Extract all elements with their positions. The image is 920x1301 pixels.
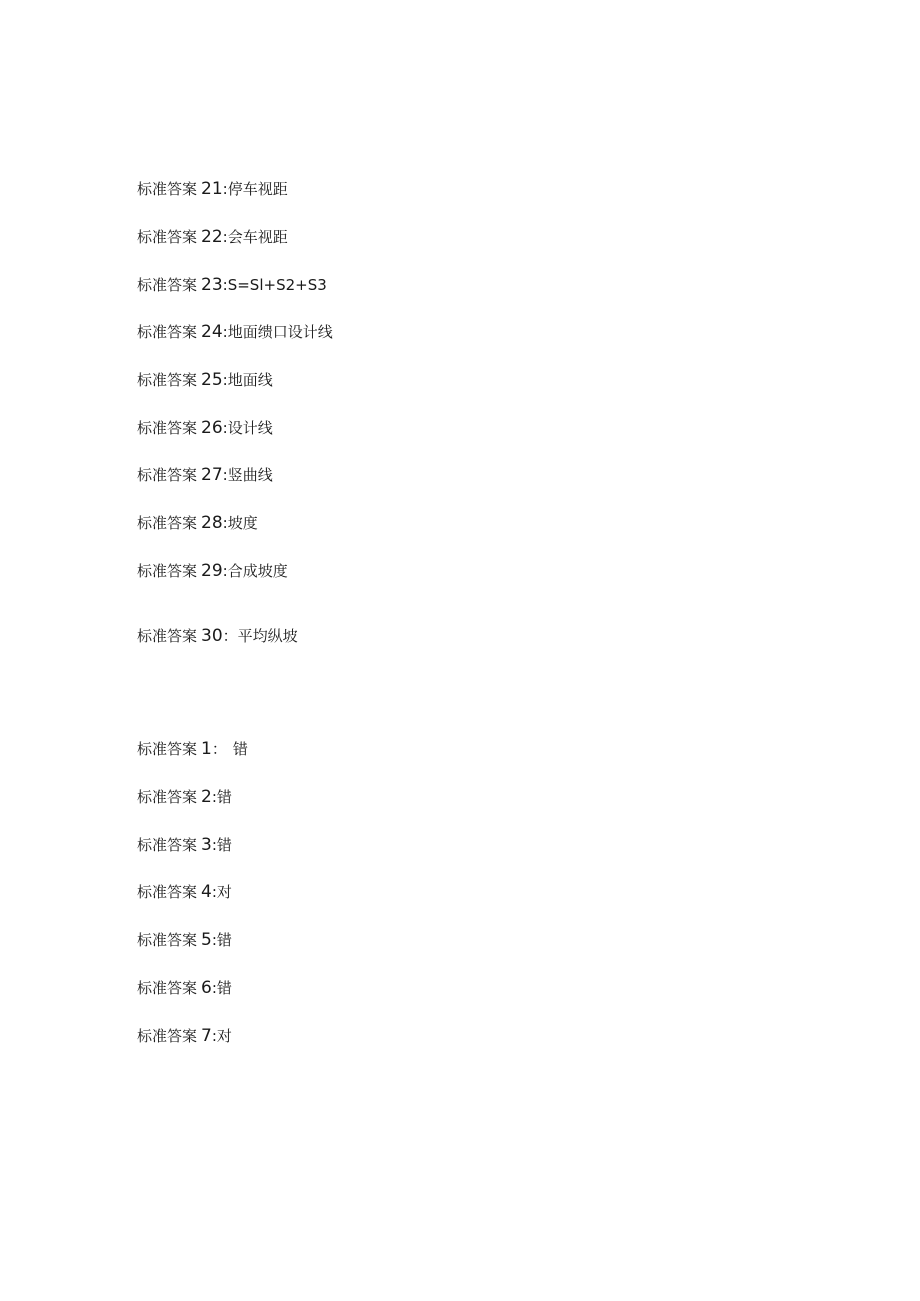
answer-line-23 (137, 275, 327, 295)
answer-line-28 (137, 513, 258, 533)
answer-separator: : (222, 562, 228, 580)
answer-number: 24 (201, 322, 223, 342)
answer-label: 标准答案 (137, 466, 198, 484)
answer-label: 标准答案 (137, 883, 198, 901)
answer-label: 标准答案 (137, 627, 198, 645)
answer-number: 25 (201, 370, 223, 390)
answer-label: 标准答案 (137, 740, 198, 758)
answer-value: 地面线 (227, 371, 273, 389)
answer-line-1 (137, 739, 248, 759)
answer-label: 标准答案 (137, 1027, 198, 1045)
answer-line-4 (137, 882, 232, 902)
answer-label: 标准答案 (137, 371, 198, 389)
answer-value: 平均纵坡 (237, 627, 298, 645)
answer-number: 21 (201, 179, 223, 199)
answer-number: 28 (201, 513, 223, 533)
answer-number: 30 (201, 626, 223, 646)
answer-label: 标准答案 (137, 419, 198, 437)
answer-separator: : (211, 883, 217, 901)
answer-label: 标准答案 (137, 228, 198, 246)
answer-number: 7 (201, 1026, 212, 1046)
answer-label: 标准答案 (137, 562, 198, 580)
answer-separator: : (222, 228, 228, 246)
answer-label: 标准答案 (137, 323, 198, 341)
answer-label: 标准答案 (137, 180, 198, 198)
answer-label: 标准答案 (137, 836, 198, 854)
answer-label: 标准答案 (137, 788, 198, 806)
answer-value: 竖曲线 (227, 466, 273, 484)
answer-number: 29 (201, 561, 223, 581)
answer-number: 3 (201, 835, 212, 855)
answer-label: 标准答案 (137, 979, 198, 997)
answer-label: 标准答案 (137, 931, 198, 949)
answer-separator: : (222, 466, 228, 484)
answer-value: 错 (216, 836, 232, 854)
answer-value: 对 (216, 883, 232, 901)
answer-value: 对 (216, 1027, 232, 1045)
answer-value: 错 (216, 979, 232, 997)
answer-separator: : (211, 931, 217, 949)
answer-value: S=Sl+S2+S3 (227, 276, 327, 294)
answer-number: 6 (201, 978, 212, 998)
answer-value: 地面缋口设计线 (227, 323, 333, 341)
answer-line-3 (137, 835, 232, 855)
answer-label: 标准答案 (137, 514, 198, 532)
answer-separator: : (222, 371, 228, 389)
answer-separator: : (211, 979, 217, 997)
answer-value: 停车视距 (227, 180, 288, 198)
answer-number: 5 (201, 930, 212, 950)
answer-number: 27 (201, 465, 223, 485)
answer-separator: : (222, 323, 228, 341)
answer-number: 4 (201, 882, 212, 902)
answer-separator: : (211, 788, 217, 806)
answer-number: 2 (201, 787, 212, 807)
answer-line-25 (137, 370, 273, 390)
answer-line-24 (137, 322, 333, 342)
answer-number: 26 (201, 418, 223, 438)
answer-line-27 (137, 465, 273, 485)
answer-separator: : (222, 419, 228, 437)
answer-line-26 (137, 418, 273, 438)
answer-value: 会车视距 (227, 228, 288, 246)
answer-line-21 (137, 179, 288, 199)
answer-value: 错 (216, 788, 232, 806)
answer-value: 错 (232, 740, 248, 758)
answer-separator: ： (211, 740, 227, 758)
answer-separator: : (222, 180, 228, 198)
answer-separator: : (211, 836, 217, 854)
answer-separator: : (211, 1027, 217, 1045)
answer-value: 合成坡度 (227, 562, 288, 580)
answer-separator: : (222, 514, 228, 532)
answer-value: 错 (216, 931, 232, 949)
answer-line-6 (137, 978, 232, 998)
answer-line-29 (137, 561, 288, 581)
answer-separator: : (222, 276, 228, 294)
answer-number: 1 (201, 739, 212, 759)
answer-number: 22 (201, 227, 223, 247)
answer-line-22 (137, 227, 288, 247)
answer-line-5 (137, 930, 232, 950)
answer-line-7 (137, 1026, 232, 1046)
answer-line-2 (137, 787, 232, 807)
answer-number: 23 (201, 275, 223, 295)
answer-line-30 (137, 626, 298, 646)
answer-separator: ： (222, 627, 238, 645)
answer-value: 设计线 (227, 419, 273, 437)
answer-value: 坡度 (227, 514, 258, 532)
answer-label: 标准答案 (137, 276, 198, 294)
